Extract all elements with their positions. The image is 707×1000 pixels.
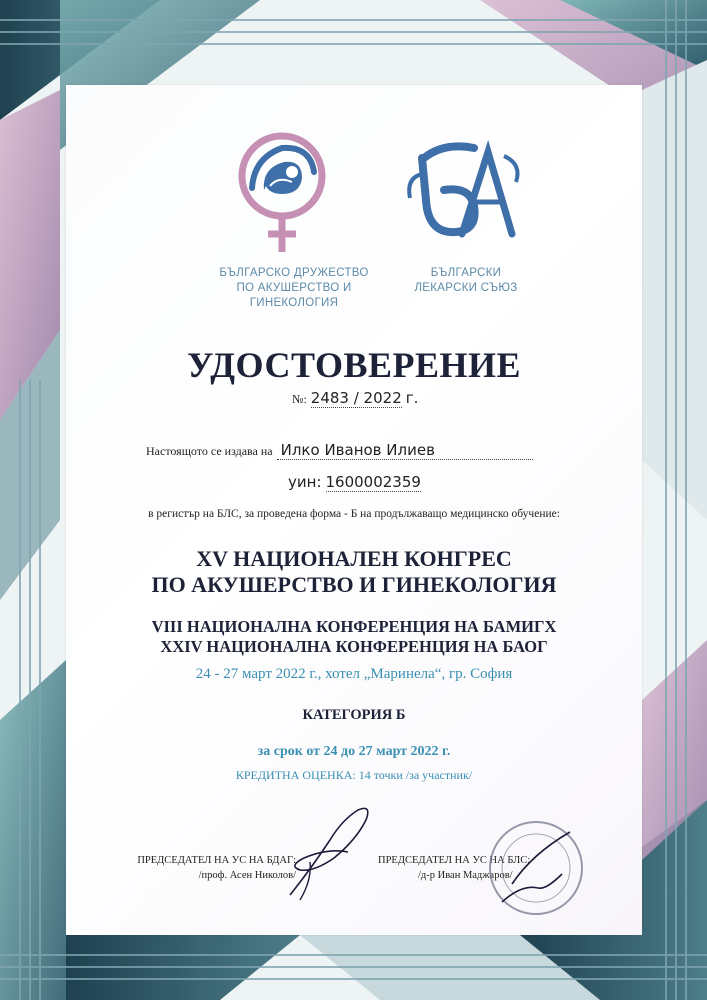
bls-stamp-icon <box>482 814 590 922</box>
left-signature-icon <box>270 800 390 905</box>
bls-caption-line2: ЛЕКАРСКИ СЪЮЗ <box>414 282 518 294</box>
uin-label: уин: <box>288 473 322 491</box>
event-line2: ПО АКУШЕРСТВО И ГИНЕКОЛОГИЯ <box>151 572 557 597</box>
uin-row <box>288 473 488 492</box>
bls-caption-line1: БЪЛГАРСКИ <box>430 267 502 279</box>
event-title <box>66 546 642 598</box>
uin-value: 1600002359 <box>325 473 421 491</box>
left-signer-name: /проф. Асен Николов/ <box>198 870 296 881</box>
right-signer-name: /д-р Иван Маджаров/ <box>418 870 513 881</box>
number-suffix: г. <box>405 389 419 407</box>
event-line4: XXIV НАЦИОНАЛНА КОНФЕРЕНЦИЯ НА БАОГ <box>160 637 548 656</box>
issued-to-row <box>146 441 576 460</box>
number-prefix: №: <box>292 392 307 406</box>
left-signature-block <box>116 853 296 883</box>
right-signer-title: ПРЕДСЕДАТЕЛ НА УС НА БЛС: <box>378 855 531 866</box>
recipient-name: Илко Иванов Илиев <box>277 441 533 460</box>
event-line1: XV НАЦИОНАЛЕН КОНГРЕС <box>196 546 512 571</box>
event-details: 24 - 27 март 2022 г., хотел „Маринела“, гр. София <box>195 666 513 682</box>
bls-caption <box>404 266 528 296</box>
event-period: за срок от 24 до 27 март 2022 г. <box>257 744 451 759</box>
issued-to-label: Настоящото се издава на <box>146 444 273 458</box>
credit-label: КРЕДИТНА ОЦЕНКА: <box>235 768 356 782</box>
credit-value: 14 точки /за участник/ <box>358 768 473 782</box>
bdag-caption <box>196 266 392 311</box>
register-text: в регистър на БЛС, за проведена форма - Б на продължаващо медицинско обучение: <box>148 508 560 520</box>
certificate-number: 2483 / 2022 <box>310 389 402 407</box>
bdag-logo-icon <box>222 128 342 260</box>
bdag-caption-line2: ПО АКУШЕРСТВО И ГИНЕКОЛОГИЯ <box>236 282 352 309</box>
bdag-caption-line1: БЪЛГАРСКО ДРУЖЕСТВО <box>219 267 369 279</box>
event-conferences <box>66 617 642 657</box>
certificate-title: УДОСТОВЕРЕНИЕ <box>186 345 522 385</box>
event-line3: VIII НАЦИОНАЛНА КОНФЕРЕНЦИЯ НА БАМИГХ <box>151 617 557 636</box>
left-signer-title: ПРЕДСЕДАТЕЛ НА УС НА БДАГ: <box>137 855 296 866</box>
bls-logo-icon <box>404 138 530 242</box>
category: КАТЕГОРИЯ Б <box>302 707 406 723</box>
certificate-number-row <box>292 389 492 408</box>
credit-row <box>66 768 642 783</box>
